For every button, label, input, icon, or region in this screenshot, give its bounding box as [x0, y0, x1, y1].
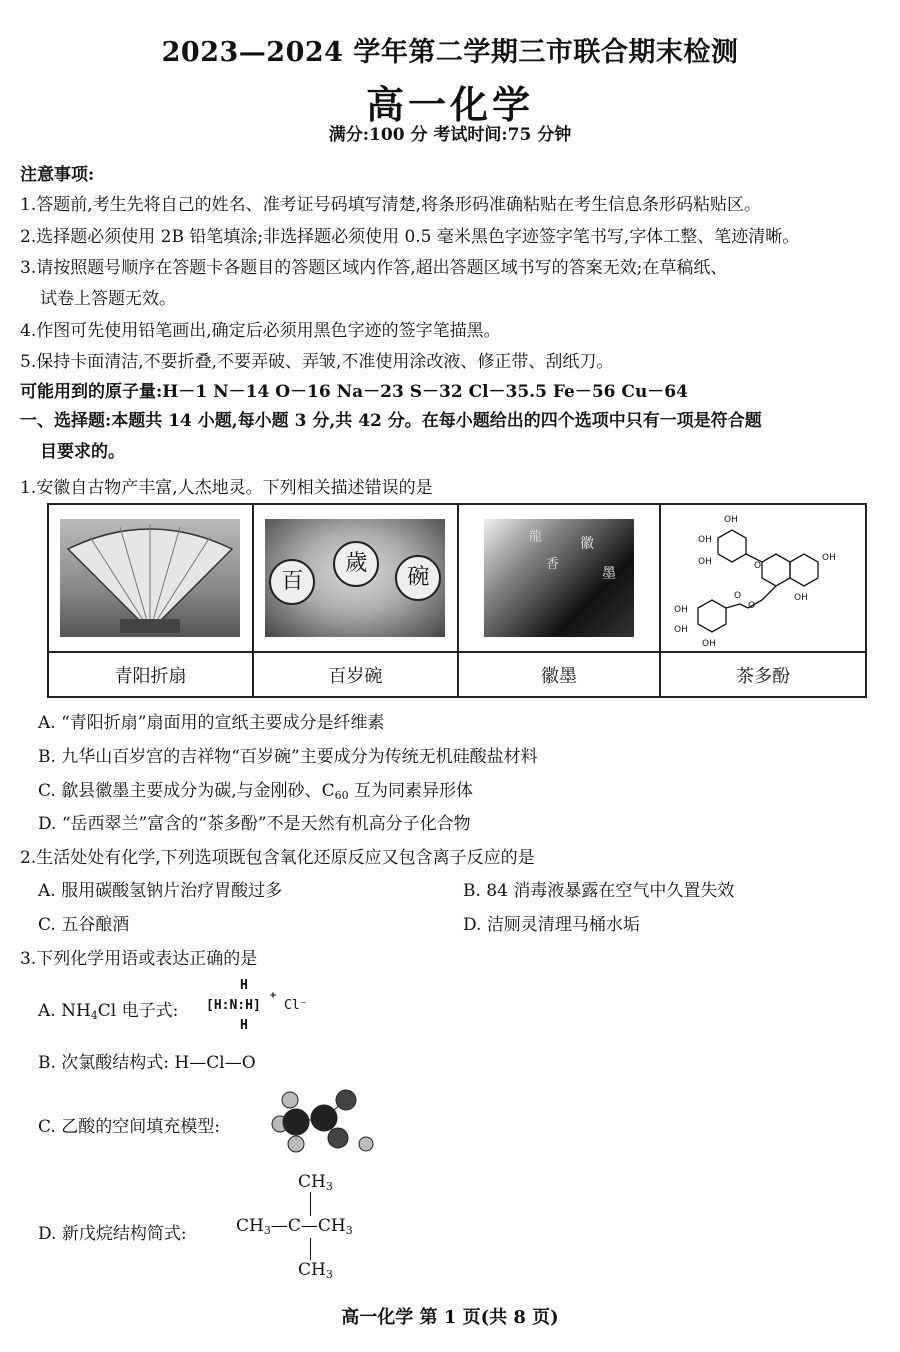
oh-label: OH: [698, 557, 712, 567]
oh-label: OH: [822, 553, 836, 563]
note-item: 试卷上答题无效。: [40, 289, 176, 309]
neopentane-top-ch3: $CH_3$: [298, 1172, 333, 1193]
tea-polyphenol-structure-icon: [668, 508, 858, 648]
ink-image-cell: [458, 504, 660, 652]
question-3-stem: 3.下列化学用语或表达正确的是: [20, 949, 258, 969]
neopentane-structure: [236, 1172, 386, 1284]
q3-option-a: [38, 996, 178, 1022]
caption-ink: 徽墨: [458, 652, 660, 697]
caption-fan: 青阳折扇: [48, 652, 253, 697]
ink-label: 龍: [526, 529, 542, 542]
section-heading-cont: 目要求的。: [40, 442, 125, 462]
question-2-stem: 2.生活处处有化学,下列选项既包含氧化还原反应又包含离子反应的是: [20, 848, 535, 868]
oh-label: OH: [698, 535, 712, 545]
ink-label: 墨: [602, 566, 617, 582]
note-item: 5.保持卡面清洁,不要折叠,不要弄破、弄皱,不准使用涂改液、修正带、刮纸刀。: [20, 352, 614, 372]
section-heading: 一、选择题:本题共 14 小题,每小题 3 分,共 42 分。在每小题给出的四个选项中只有一项是符合题: [20, 411, 762, 431]
question-1-image-table: [47, 503, 867, 698]
question-1-stem: 1.安徽自古物产丰富,人杰地灵。下列相关描述错误的是: [20, 478, 433, 498]
acetic-acid-space-filling-model: [262, 1088, 384, 1160]
oh-label: OH: [674, 625, 688, 635]
q3-option-b: B. 次氯酸结构式: H—Cl—O: [38, 1053, 256, 1073]
bond-vertical-top: [310, 1192, 311, 1216]
hundred-year-bowl-photo: [265, 519, 445, 637]
oh-label: OH: [702, 639, 716, 648]
hui-ink-photo: [484, 519, 634, 637]
q3-option-c: C. 乙酸的空间填充模型:: [38, 1117, 220, 1137]
notes-heading: 注意事项:: [20, 165, 95, 185]
q2-option-d: D. 洁厕灵清理马桶水垢: [463, 915, 640, 935]
caption-bowl: 百岁碗: [253, 652, 458, 697]
electron-formula-charge: +: [270, 990, 277, 1001]
electron-formula-center: [H:N:H]: [206, 998, 261, 1013]
page-footer: 高一化学 第 1 页(共 8 页): [341, 1307, 559, 1328]
bowl-image-cell: [253, 504, 458, 652]
note-item: 4.作图可先使用铅笔画出,确定后必须用黑色字迹的签字笔描黑。: [20, 321, 501, 341]
ester-oxygen-label: O: [748, 601, 756, 611]
ring-oxygen-label: O: [754, 561, 762, 571]
neopentane-middle-row: $CH_3—C—CH_3$: [236, 1216, 353, 1237]
q1-option-a: A. “青阳折扇”扇面用的宣纸主要成分是纤维素: [38, 713, 385, 733]
q1-option-c: [38, 776, 473, 802]
bond-vertical-bottom: [310, 1238, 311, 1260]
ink-label: 徽: [580, 536, 595, 552]
atomic-masses: 可能用到的原子量:H－1 N－14 O－16 Na－23 S－32 Cl－35.5 Fe－56 Cu－64: [20, 382, 688, 402]
c60-subscript: 60: [334, 789, 349, 802]
note-item: 3.请按照题号顺序在答题卡各题目的答题区域内作答,超出答题区域书写的答案无效;在草稿纸、: [20, 258, 728, 278]
nh4-subscript: 4: [90, 1009, 98, 1022]
note-item: 1.答题前,考生先将自己的姓名、准考证号码填写清楚,将条形码准确粘贴在考生信息条形码粘贴区。: [20, 195, 762, 215]
ink-label: 香: [546, 557, 560, 572]
fan-image-cell: [48, 504, 253, 652]
folding-fan-photo: [60, 519, 240, 637]
fan-shape-icon: [60, 519, 240, 637]
electron-formula-bottom-h: H: [240, 1018, 248, 1033]
q1-option-d: D. “岳西翠兰”富含的“茶多酚”不是天然有机高分子化合物: [38, 814, 471, 834]
neopentane-bottom-ch3: $CH_3$: [298, 1260, 333, 1281]
bowl-character: 碗: [395, 555, 441, 601]
oh-label: OH: [674, 605, 688, 615]
q2-option-b: B. 84 消毒液暴露在空气中久置失效: [463, 881, 735, 901]
chloride-ion: Cl⁻: [284, 998, 308, 1013]
q1-option-b: B. 九华山百岁宫的吉祥物“百岁碗”主要成分为传统无机硅酸盐材料: [38, 747, 538, 767]
q3-option-a-pre: A. NH: [38, 1001, 91, 1021]
q3-option-d: D. 新戊烷结构简式:: [38, 1224, 187, 1244]
electron-formula-top-h: H: [240, 978, 248, 993]
oh-label: OH: [724, 515, 738, 525]
caption-tea-polyphenol: 茶多酚: [660, 652, 866, 697]
exam-meta: 满分:100 分 考试时间:75 分钟: [328, 125, 572, 145]
carbonyl-oxygen-label: O: [734, 591, 742, 601]
bowl-character: 百: [269, 559, 315, 605]
q2-option-c: C. 五谷酿酒: [38, 915, 130, 935]
q2-option-a: A. 服用碳酸氢钠片治疗胃酸过多: [38, 881, 283, 901]
note-item: 2.选择题必须使用 2B 铅笔填涂;非选择题必须使用 0.5 毫米黑色字迹签字笔书写,字体工整、笔迹清晰。: [20, 227, 800, 247]
q1-option-c-post: 互为同素异形体: [348, 781, 474, 801]
exam-header: 2023—2024 学年第二学期三市联合期末检测: [161, 37, 739, 68]
oh-label: OH: [794, 593, 808, 603]
ammonium-electron-formula: [206, 978, 316, 1038]
q1-option-c-pre: C. 歙县徽墨主要成分为碳,与金刚砂、C: [38, 781, 335, 801]
q3-option-a-post: Cl 电子式:: [97, 1001, 179, 1021]
subject-title: 高一化学: [365, 82, 534, 127]
tea-polyphenol-image-cell: [660, 504, 866, 652]
bowl-character: 歲: [333, 541, 379, 587]
